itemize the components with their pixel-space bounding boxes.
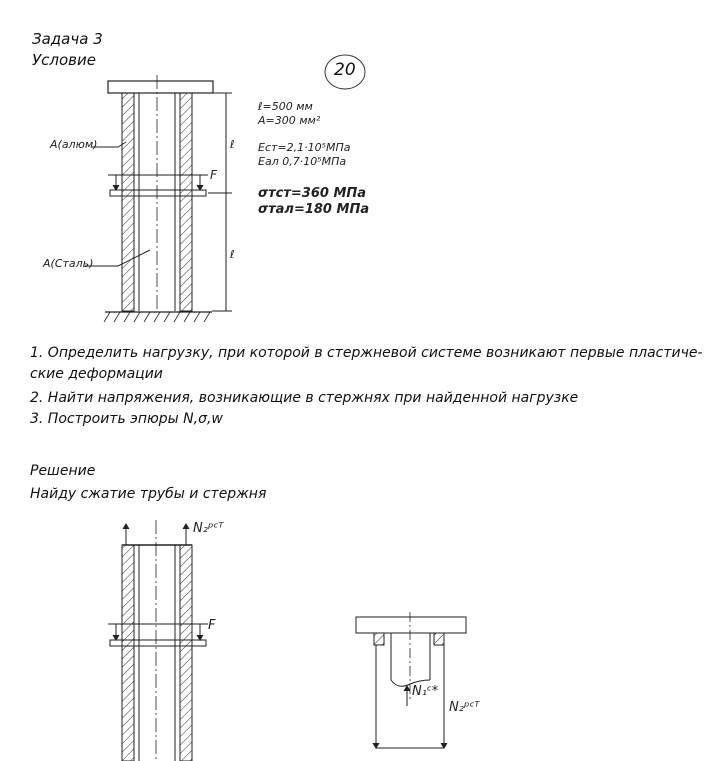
figure-3-structure bbox=[356, 612, 466, 748]
task-title: Задача 3 bbox=[32, 30, 103, 48]
figure-1-structure bbox=[85, 75, 232, 322]
given-e-alum: Eал 0,7·10⁵МПа bbox=[258, 155, 347, 168]
task-line-1-cont: ские деформации bbox=[30, 366, 163, 382]
given-sigma-alum: σтал=180 МПа bbox=[258, 202, 370, 217]
length-top-label: ℓ bbox=[230, 138, 235, 151]
length-bottom-label: ℓ bbox=[230, 248, 235, 261]
solution-title: Решение bbox=[30, 463, 96, 479]
task-line-1: 1. Определить нагрузку, при которой в стержневой системе возникают первые пластиче- bbox=[30, 345, 703, 361]
fig2-n2-label: N₂ᵖᶜᵀ bbox=[193, 521, 224, 536]
condition-title: Условие bbox=[32, 51, 96, 69]
force-f-label: F bbox=[210, 168, 217, 182]
task-line-2: 2. Найти напряжения, возникающие в стержнях при найденной нагрузке bbox=[30, 390, 579, 406]
figure-2-structure bbox=[108, 520, 208, 761]
given-length: ℓ=500 мм bbox=[258, 100, 313, 113]
fig2-f-label: F bbox=[208, 618, 216, 633]
fig3-n2-label: N₂ᵖᶜᵀ bbox=[449, 700, 480, 715]
given-e-steel: Eст=2,1·10⁵МПа bbox=[258, 141, 351, 154]
solution-subtitle: Найду сжатие трубы и стержня bbox=[30, 486, 267, 502]
steel-label: А(Сталь) bbox=[43, 257, 94, 270]
given-sigma-steel: σтст=360 МПа bbox=[258, 186, 367, 201]
page-number: 20 bbox=[334, 60, 356, 80]
alum-label: А(алюм) bbox=[50, 138, 98, 151]
task-line-3: 3. Построить эпюры N,σ,w bbox=[30, 411, 223, 427]
fig3-n1-label: N₁ᶜ* bbox=[412, 684, 439, 699]
given-area: А=300 мм² bbox=[258, 114, 321, 127]
